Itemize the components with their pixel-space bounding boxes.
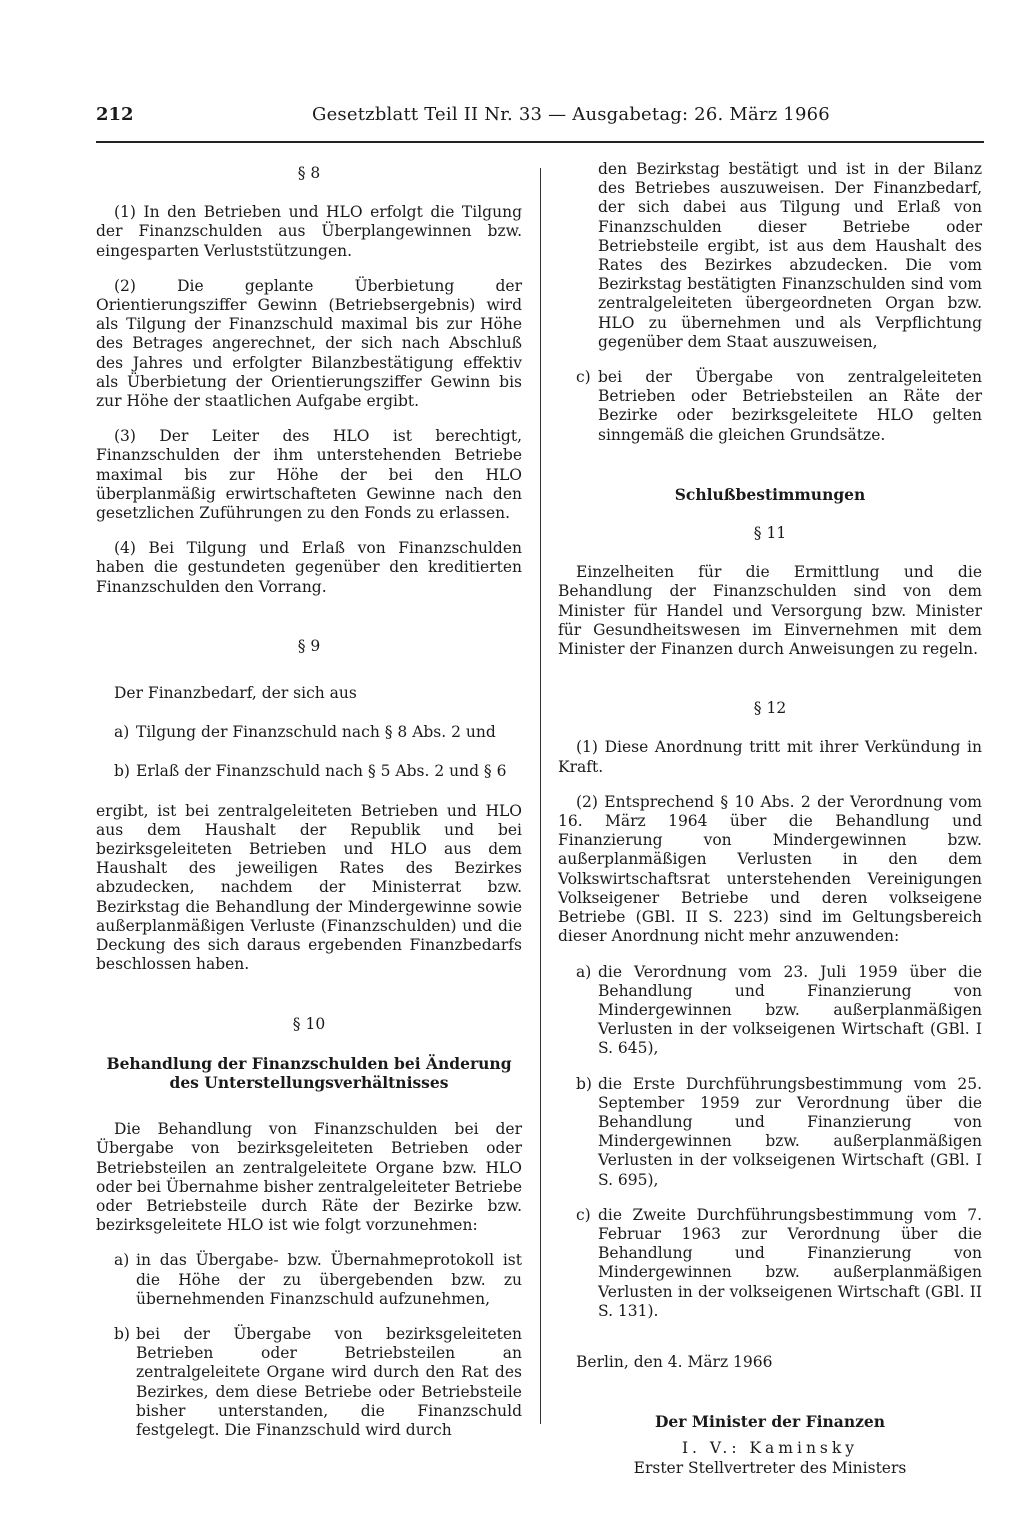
item-label: a) bbox=[114, 723, 130, 742]
header-rule bbox=[96, 141, 984, 143]
section-8-paragraph-1: (1) In den Betrieben und HLO erfolgt die Tilgung der Finanzschulden aus Überplangewinnen bzw. eingesparten Verluststützungen. bbox=[96, 203, 522, 260]
item-text: bei der Übergabe von zentralgeleiteten Betrieben oder Betriebsteilen an Räte der Bezirke oder bezirksgeleitete HLO gelten sinngemäß die gleichen Grundsätze. bbox=[598, 368, 982, 444]
page-number: 212 bbox=[96, 104, 134, 125]
section-10-item-b-continued: den Bezirkstag bestätigt und ist in der Bilanz des Betriebes auszuweisen. Der Finanzbedarf, der sich dabei aus Tilgung und Erlaß von Finanzschulden dieser Betriebe oder Betriebsteile ergibt, ist aus dem Haushalt des Rates des Bezirkes abzudecken. Die vom Bezirkstag bestätigten Finanzschulden sind vom zentralgeleiteten übergeordneten Organ bzw. HLO zu übernehmen und als Verpflichtung gegenüber dem Staat auszuweisen, bbox=[598, 160, 982, 351]
item-label: b) bbox=[114, 1324, 130, 1343]
section-12-item-a bbox=[558, 963, 982, 1059]
item-label: b) bbox=[576, 1074, 592, 1093]
section-12-heading: § 12 bbox=[753, 699, 787, 718]
item-label: a) bbox=[576, 962, 592, 981]
item-text: bei der Übergabe von bezirksgeleiteten Betrieben oder Betriebsteilen an zentralgeleitete Organe wird durch den Rat des Bezirkes, dem diese Betriebe oder Betriebsteile bisher unterstanden, die Finanzschuld festgelegt. Die Finanzschuld wird durch bbox=[136, 1324, 522, 1439]
item-text: die Zweite Durchführungsbestimmung vom 7. Februar 1963 zur Verordnung über die Behandlung und Finanzierung von Mindergewinnen bzw. außerplanmäßigen Verlusten in der volkseigenen Wirtschaft (GBl. II S. 131). bbox=[598, 1205, 982, 1320]
section-8-paragraph-2: (2) Die geplante Überbietung der Orientierungsziffer Gewinn (Betriebsergebnis) wird als Tilgung der Finanzschuld maximal bis zur Höhe des Betrages angerechnet, der sich nach Abschluß des Jahres und erfolgter Bilanzbestätigung effektiv als Überbietung der Orientierungsziffer Gewinn bis zur Höhe der staatlichen Aufgabe ergibt. bbox=[96, 276, 522, 411]
final-provisions-heading: Schlußbestimmungen bbox=[674, 484, 866, 504]
section-9-intro: Der Finanzbedarf, der sich aus bbox=[114, 684, 357, 703]
section-12-paragraph-2: (2) Entsprechend § 10 Abs. 2 der Verordnung vom 16. März 1964 über die Behandlung und Finanzierung von Mindergewinnen bzw. außerplanmäßigen Verlusten in den dem Volkswirtschaftsrat unterstehenden Vereinigungen Volkseigener Betriebe und deren volkseigene Betriebe (GBl. II S. 223) sind im Geltungsbereich dieser Anordnung nicht mehr anzuwenden: bbox=[558, 792, 982, 946]
section-10-heading: § 10 bbox=[292, 1014, 326, 1033]
item-text: Tilgung der Finanzschuld nach § 8 Abs. 2 und bbox=[136, 723, 496, 742]
item-text: die Erste Durchführungsbestimmung vom 25. September 1959 zur Verordnung über die Behandlung und Finanzierung von Mindergewinnen bzw. außerplanmäßigen Verlusten in der volkseigenen Wirtschaft (GBl. I S. 695), bbox=[598, 1074, 982, 1189]
item-text: Erlaß der Finanzschuld nach § 5 Abs. 2 und § 6 bbox=[136, 762, 507, 781]
section-12-item-c bbox=[558, 1206, 982, 1321]
section-10-title-line-1: Behandlung der Finanzschulden bei Änderung bbox=[106, 1053, 512, 1073]
signatory-role: Erster Stellvertreter des Ministers bbox=[633, 1458, 907, 1477]
place-date: Berlin, den 4. März 1966 bbox=[576, 1352, 773, 1371]
section-8-paragraph-4: (4) Bei Tilgung und Erlaß von Finanzschulden haben die gestundeten gegenüber den kreditierten Finanzschulden den Vorrang. bbox=[96, 539, 522, 596]
item-label: a) bbox=[114, 1251, 130, 1270]
item-text: die Verordnung vom 23. Juli 1959 über die Behandlung und Finanzierung von Mindergewinnen bzw. außerplanmäßigen Verlusten in der volkseigenen Wirtschaft (GBl. I S. 645), bbox=[598, 962, 982, 1058]
section-9-heading: § 9 bbox=[297, 636, 321, 655]
section-10-paragraph: Die Behandlung von Finanzschulden bei der Übergabe von bezirksgeleiteten Betrieben oder Betriebsteilen an zentralgeleitete Organe bzw. HLO oder bei Übernahme bisher zentralgeleiteter Betriebe oder Betriebsteile durch Räte der Bezirke bzw. bezirksgeleitete HLO ist wie folgt vorzunehmen: bbox=[96, 1120, 522, 1235]
left-column bbox=[96, 160, 522, 1440]
page-header bbox=[96, 104, 981, 132]
section-9-item-a bbox=[96, 723, 522, 742]
section-9-item-b bbox=[96, 762, 522, 781]
section-10-item-a bbox=[96, 1251, 522, 1309]
section-11-heading: § 11 bbox=[753, 524, 787, 543]
running-title: Gesetzblatt Teil II Nr. 33 — Ausgabetag: 26. März 1966 bbox=[312, 104, 830, 125]
item-label: b) bbox=[114, 762, 130, 781]
right-column bbox=[558, 160, 982, 1478]
section-9-paragraph: ergibt, ist bei zentralgeleiteten Betrieben und HLO aus dem Haushalt der Republik und bei bezirksgeleiteten Betrieben und HLO aus dem Haushalt des jeweiligen Rates des Bezirkes abzudecken, nachdem der Ministerrat bzw. Bezirkstag die Behandlung der Mindergewinne sowie außerplanmäßigen Verluste (Finanzschulden) und die Deckung des sich daraus ergebenden Finanzbedarfs beschlossen haben. bbox=[96, 801, 522, 974]
section-10-item-b bbox=[96, 1325, 522, 1440]
signatory-title: Der Minister der Finanzen bbox=[654, 1412, 886, 1432]
section-11-paragraph: Einzelheiten für die Ermittlung und die Behandlung der Finanzschulden sind von dem Minister für Handel und Versorgung bzw. Minister für Gesundheitswesen im Einvernehmen mit dem Minister der Finanzen durch Anweisungen zu regeln. bbox=[558, 563, 982, 659]
section-12-item-b bbox=[558, 1075, 982, 1190]
item-text: in das Übergabe- bzw. Übernahmeprotokoll ist die Höhe der zu übergebenden bzw. zu übernehmenden Finanzschuld aufzunehmen, bbox=[136, 1251, 522, 1308]
section-12-paragraph-1: (1) Diese Anordnung tritt mit ihrer Verkündung in Kraft. bbox=[558, 738, 982, 776]
section-10-item-c bbox=[558, 368, 982, 445]
section-8-paragraph-3: (3) Der Leiter des HLO ist berechtigt, Finanzschulden der ihm unterstehenden Betriebe maximal bis zur Höhe der bei den HLO überplanmäßig erwirtschafteten Gewinne nach den gesetzlichen Zuführungen zu den Fonds zu erlassen. bbox=[96, 427, 522, 523]
item-label: c) bbox=[576, 1205, 591, 1224]
section-10-title-line-2: des Unterstellungsverhältnisses bbox=[169, 1072, 449, 1092]
item-label: c) bbox=[576, 368, 591, 387]
column-divider bbox=[540, 168, 541, 1424]
signatory-name: I. V.: Kaminsky bbox=[681, 1439, 859, 1458]
section-8-heading: § 8 bbox=[297, 164, 321, 182]
